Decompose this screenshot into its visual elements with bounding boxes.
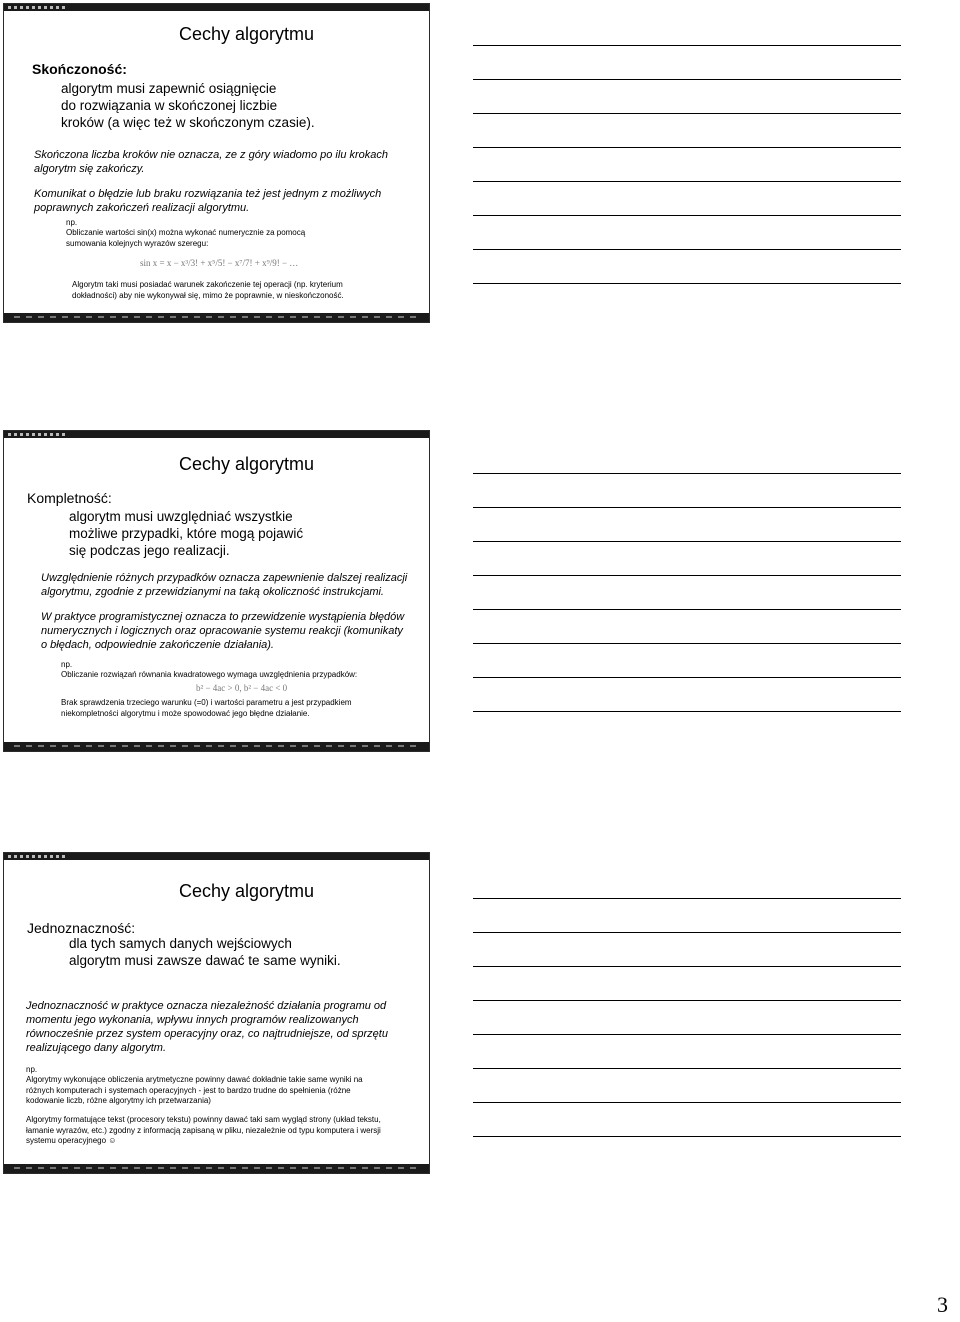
example-line: różnych komputerach i systemach operacyjnych - jest to bardzo trudne do spełnienia (różne [26,1085,351,1095]
note-line [473,473,901,474]
note-line [473,677,901,678]
slide-bottom-bar [4,1164,429,1173]
example-text [61,698,352,719]
note-line [473,1034,901,1035]
note-line [473,507,901,508]
slide-3 [3,852,430,1174]
note-line [473,79,901,80]
example-line: systemu operacyjnego ☺ [26,1136,117,1145]
example-label: np. [26,1065,38,1074]
slide-heading: Kompletność: [27,490,112,506]
paragraph-line: poprawnych zakończeń realizacji algorytmu. [34,202,250,214]
slide-bottom-bar [4,742,429,751]
example-text [26,1115,381,1147]
paragraph-line: równocześnie przez system operacyjny oraz, co najtrudniejsze, od sprzętu [26,1028,388,1040]
paragraph-line: Uwzględnienie różnych przypadków oznacza zapewnienie dalszej realizacji [41,572,408,584]
note-line [473,1000,901,1001]
example-line: Algorytmy formatujące tekst (procesory tekstu) powinny dawać taki sam wygląd strony (układ tekstu, [26,1115,381,1124]
lead-line: do rozwiązania w skończonej liczbie [61,98,278,113]
note-line [473,643,901,644]
example-text [66,228,305,249]
note-line [473,113,901,114]
example-line: niekompletności algorytmu i może spowodować jego błędne działanie. [61,708,310,718]
example-line: Algorytmy wykonujące obliczenia arytmetyczne powinny dawać dokładnie takie same wyniki na [26,1075,363,1084]
example-line: Obliczanie rozwiązań równania kwadratowego wymaga uwzględnienia przypadków: [61,670,358,679]
example-line: dokładności) aby nie wykonywał się, mimo że poprawnie, w nieskończoność. [72,290,344,300]
note-line [473,45,901,46]
paragraph-line: numerycznych i logicznych oraz opracowanie systemu reakcji (komunikaty [41,625,403,637]
lead-line: możliwe przypadki, które mogą pojawić [69,526,304,541]
note-line [473,711,901,712]
example-line: Obliczanie wartości sin(x) można wykonać numerycznie za pomocą [66,228,306,237]
slide-top-bar [4,853,429,860]
sine-series-formula: sin x = x − x³/3! + x⁵/5! − x⁷/7! + x⁹/9! − … [140,258,299,268]
lead-line: się podczas jego realizacji. [69,543,230,558]
page-number: 3 [937,1292,948,1317]
slide-1 [3,3,430,323]
slide-heading: Jednoznaczność: [27,920,136,936]
note-line [473,283,901,284]
slide-paragraph [41,571,407,599]
lead-line: dla tych samych danych wejściowych [69,936,292,951]
example-line: Algorytm taki musi posiadać warunek zakończenie tej operacji (np. kryterium [72,280,343,289]
slide-title: Cechy algorytmu [178,881,315,901]
slide-lead [69,935,341,969]
note-line [473,898,901,899]
example-label: np. [66,218,78,227]
paragraph-line: realizującego dany algorytm. [26,1042,167,1054]
note-line [473,181,901,182]
example-line: kodowanie liczb, różne algorytmy ich przetwarzania) [26,1096,211,1105]
lead-line: algorytm musi zapewnić osiągnięcie [61,81,277,96]
paragraph-line: W praktyce programistycznej oznacza to przewidzenie wystąpienia błędów [41,611,405,623]
paragraph-line: Jednoznaczność w praktyce oznacza niezależność działania programu od [26,1000,387,1012]
paragraph-line: momentu jego wykonania, wpływu innych programów realizowanych [26,1014,359,1026]
lead-line: algorytm musi uwzględniać wszystkie [69,509,293,524]
slide-title: Cechy algorytmu [178,454,315,474]
paragraph-line: algorytmu, zgodnie z przewidzianymi na taką okoliczność instrukcjami. [41,586,384,598]
note-line [473,609,901,610]
paragraph-line: algorytm się zakończy. [34,163,145,175]
note-line [473,966,901,967]
example-line: łamanie wyrazów, etc.) zgodny z informacją zapisaną w pliku, niezależnie od typu komputera i wersji [26,1125,381,1135]
slide-2 [3,430,430,752]
slide-paragraph [26,999,388,1055]
example-text [26,1075,363,1107]
slide-paragraph [41,610,404,652]
slide-paragraph [34,187,381,215]
note-line [473,541,901,542]
note-line [473,575,901,576]
note-line [473,1068,901,1069]
note-line [473,1136,901,1137]
note-line [473,1102,901,1103]
discriminant-formula: b² − 4ac > 0, b² − 4ac < 0 [196,683,288,693]
example-text [72,280,344,301]
slide-lead [69,508,303,559]
example-text [61,670,357,681]
note-line [473,932,901,933]
note-line [473,215,901,216]
lead-line: kroków (a więc też w skończonym czasie). [61,115,315,130]
example-label: np. [61,660,73,669]
slide-lead [61,80,315,131]
slide-top-bar [4,431,429,438]
slide-title: Cechy algorytmu [178,24,315,44]
paragraph-line: Skończona liczba kroków nie oznacza, ze z góry wiadomo po ilu krokach [34,149,389,161]
paragraph-line: Komunikat o błędzie lub braku rozwiązania też jest jednym z możliwych [34,188,382,200]
lead-line: algorytm musi zawsze dawać te same wyniki. [69,953,341,968]
note-line [473,249,901,250]
slide-top-bar [4,4,429,11]
slide-heading: Skończoność: [32,61,127,77]
paragraph-line: o błędach, odpowiednie zakończenie działania). [41,639,274,651]
example-line: sumowania kolejnych wyrazów szeregu: [66,238,209,248]
example-line: Brak sprawdzenia trzeciego warunku (=0) i wartości parametru a jest przypadkiem [61,698,352,707]
slide-paragraph [34,148,388,176]
slide-bottom-bar [4,313,429,322]
note-line [473,147,901,148]
